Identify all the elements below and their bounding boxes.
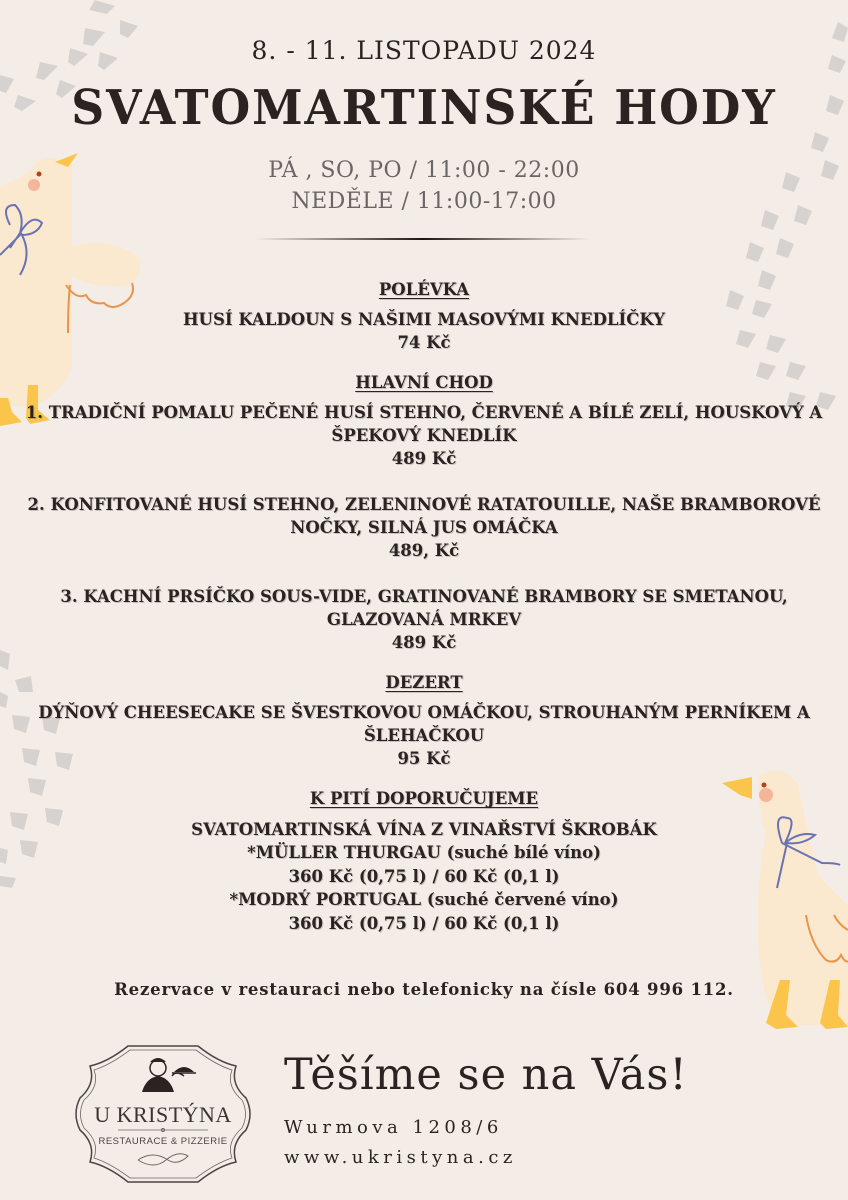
reservation-note: Rezervace v restauraci nebo telefonicky na čísle 604 996 112. [114, 980, 734, 999]
menu-section-drinks [0, 787, 848, 935]
menu-item-name: DÝŇOVÝ CHEESECAKE SE ŠVESTKOVOU OMÁČKOU, STROUHANÝM PERNÍKEM A [38, 703, 810, 722]
menu-item-name-cont: ŠLEHAČKOU [363, 726, 485, 745]
menu-section-soup [0, 278, 848, 354]
menu-item-name-cont: NOČKY, SILNÁ JUS OMÁČKA [290, 518, 558, 537]
menu-item-price: 489, Kč [388, 541, 460, 560]
menu [0, 278, 848, 952]
menu-item-name: 3. KACHNÍ PRSÍČKO SOUS-VIDE, GRATINOVANÉ BRAMBORY SE SMETANOU, [60, 587, 788, 606]
menu-section-main [0, 371, 848, 654]
menu-section-dessert [0, 671, 848, 770]
menu-item-price: 489 Kč [391, 449, 457, 468]
logo-subtitle: RESTAURACE & PIZZERIE [98, 1136, 228, 1147]
opening-hours-sunday: NEDĚLE / 11:00-17:00 [291, 189, 557, 214]
menu-item [0, 308, 848, 354]
logo-name: U KRISTÝNA [94, 1102, 232, 1127]
website-link[interactable]: www.ukristyna.cz [284, 1147, 517, 1168]
wine-price: 360 Kč (0,75 l) / 60 Kč (0,1 l) [288, 866, 560, 886]
menu-item-name: HUSÍ KALDOUN S NAŠIMI MASOVÝMI KNEDLÍČKY [182, 310, 666, 329]
wine-price: 360 Kč (0,75 l) / 60 Kč (0,1 l) [288, 913, 560, 933]
divider [255, 238, 590, 240]
menu-item-name-cont: GLAZOVANÁ MRKEV [326, 610, 522, 629]
menu-item-price: 489 Kč [391, 633, 457, 652]
menu-item-price: 74 Kč [397, 333, 451, 352]
menu-item-name: 2. KONFITOVANÉ HUSÍ STEHNO, ZELENINOVÉ RATATOUILLE, NAŠE BRAMBOROVÉ [27, 495, 821, 514]
event-title: SVATOMARTINSKÉ HODY [71, 80, 777, 136]
section-heading-main: HLAVNÍ CHOD [355, 373, 493, 392]
section-heading-drinks: K PITÍ DOPORUČUJEME [309, 789, 539, 808]
menu-item-name-cont: ŠPEKOVÝ KNEDLÍK [331, 426, 517, 445]
opening-hours [0, 155, 848, 217]
greeting: Těšíme se na Vás! [284, 1050, 688, 1100]
address: Wurmova 1208/6 [284, 1117, 503, 1138]
menu-item-price: 95 Kč [397, 749, 451, 768]
menu-item-name: 1. TRADIČNÍ POMALU PEČENÉ HUSÍ STEHNO, ČERVENÉ A BÍLÉ ZELÍ, HOUSKOVÝ A [25, 403, 823, 422]
drinks-intro: SVATOMARTINSKÁ VÍNA Z VINAŘSTVÍ ŠKROBÁK [191, 819, 657, 839]
menu-item [0, 585, 848, 654]
section-heading-soup: POLÉVKA [378, 280, 470, 299]
menu-item [0, 493, 848, 562]
section-heading-dessert: DEZERT [385, 673, 463, 692]
menu-item [0, 701, 848, 770]
opening-hours-weekdays: PÁ , SO, PO / 11:00 - 22:00 [268, 158, 580, 183]
restaurant-logo [68, 1040, 258, 1188]
menu-item [0, 401, 848, 470]
wine-name: *MÜLLER THURGAU (suché bílé víno) [247, 843, 601, 862]
event-date: 8. - 11. LISTOPADU 2024 [251, 36, 597, 65]
wine-name: *MODRÝ PORTUGAL (suché červené víno) [229, 890, 619, 909]
